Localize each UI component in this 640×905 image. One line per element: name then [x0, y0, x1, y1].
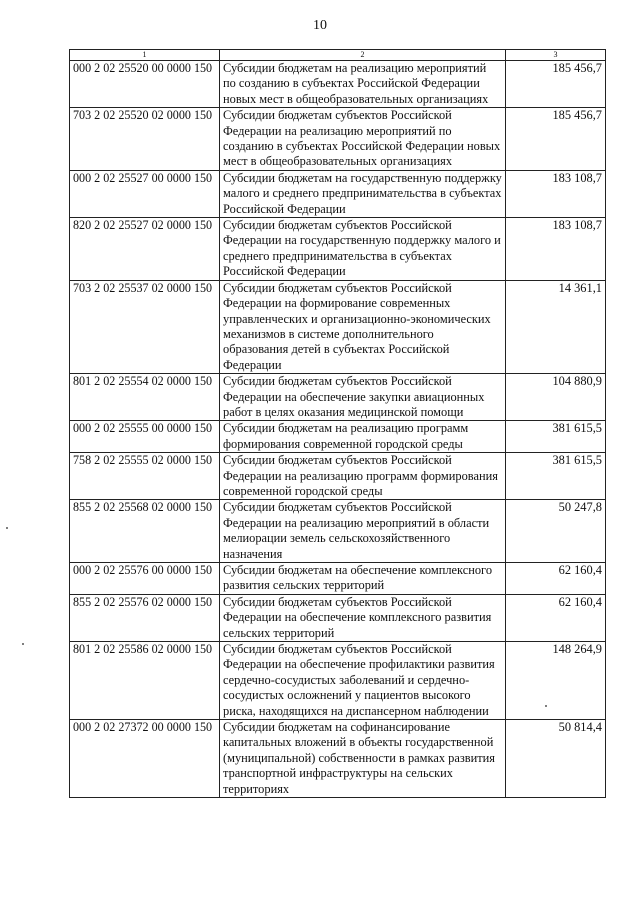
- description-cell: Субсидии бюджетам субъектов Российской Федерации на реализацию программ формирования современной городской среды: [220, 453, 506, 500]
- budget-code-cell: 855 2 02 25576 02 0000 150: [70, 594, 220, 641]
- table-row: [70, 170, 606, 217]
- table-row: [70, 280, 606, 373]
- amount-cell: 183 108,7: [506, 170, 606, 217]
- amount-cell: 185 456,7: [506, 61, 606, 108]
- budget-code-cell: 000 2 02 25520 00 0000 150: [70, 61, 220, 108]
- budget-code-cell: 801 2 02 25586 02 0000 150: [70, 642, 220, 720]
- column-header-amount: 3: [506, 50, 606, 61]
- column-header-name: 2: [220, 50, 506, 61]
- budget-code-cell: 000 2 02 25576 00 0000 150: [70, 563, 220, 595]
- table-row: [70, 218, 606, 281]
- amount-cell: 62 160,4: [506, 594, 606, 641]
- description-cell: Субсидии бюджетам субъектов Российской Федерации на реализацию мероприятий в области мелиорации земель сельскохозяйственного назначения: [220, 500, 506, 563]
- budget-code-cell: 758 2 02 25555 02 0000 150: [70, 453, 220, 500]
- budget-code-cell: 703 2 02 25537 02 0000 150: [70, 280, 220, 373]
- table-row: [70, 563, 606, 595]
- scan-speck: [22, 643, 24, 645]
- table-row: [70, 500, 606, 563]
- description-cell: Субсидии бюджетам субъектов Российской Федерации на обеспечение закупки авиационных работ в целях оказания медицинской помощи: [220, 374, 506, 421]
- description-cell: Субсидии бюджетам субъектов Российской Федерации на обеспечение комплексного развития сельских территорий: [220, 594, 506, 641]
- amount-cell: 50 247,8: [506, 500, 606, 563]
- scan-speck: [6, 527, 8, 529]
- table-row: [70, 108, 606, 171]
- budget-code-cell: 820 2 02 25527 02 0000 150: [70, 218, 220, 281]
- budget-code-cell: 000 2 02 25555 00 0000 150: [70, 421, 220, 453]
- amount-cell: 183 108,7: [506, 218, 606, 281]
- table-row: [70, 421, 606, 453]
- description-cell: Субсидии бюджетам на обеспечение комплексного развития сельских территорий: [220, 563, 506, 595]
- amount-cell: 381 615,5: [506, 421, 606, 453]
- description-cell: Субсидии бюджетам на реализацию программ формирования современной городской среды: [220, 421, 506, 453]
- amount-cell: 50 814,4: [506, 720, 606, 798]
- budget-code-cell: 703 2 02 25520 02 0000 150: [70, 108, 220, 171]
- scan-speck: [545, 705, 547, 707]
- amount-cell: 62 160,4: [506, 563, 606, 595]
- description-cell: Субсидии бюджетам на государственную поддержку малого и среднего предпринимательства в субъектах Российской Федерации: [220, 170, 506, 217]
- amount-cell: 104 880,9: [506, 374, 606, 421]
- amount-cell: 185 456,7: [506, 108, 606, 171]
- description-cell: Субсидии бюджетам на реализацию мероприятий по созданию в субъектах Российской Федерации новых мест в общеобразовательных организациях: [220, 61, 506, 108]
- amount-cell: 148 264,9: [506, 642, 606, 720]
- column-header-code: 1: [70, 50, 220, 61]
- table-row: [70, 61, 606, 108]
- page-number: 10: [313, 18, 327, 33]
- description-cell: Субсидии бюджетам субъектов Российской Федерации на реализацию мероприятий по созданию в субъектах Российской Федерации новых мест в общеобразовательных организациях: [220, 108, 506, 171]
- description-cell: Субсидии бюджетам субъектов Российской Федерации на формирование современных управленческих и организационно-экономических механизмов в системе дополнительного образования детей в субъектах Российской Федерации: [220, 280, 506, 373]
- description-cell: Субсидии бюджетам субъектов Российской Федерации на обеспечение профилактики развития сердечно-сосудистых заболеваний и сердечно-сосудистых осложнений у пациентов высокого риска, находящихся на диспансерном наблюдении: [220, 642, 506, 720]
- table-row: [70, 594, 606, 641]
- amount-cell: 381 615,5: [506, 453, 606, 500]
- table-row: [70, 642, 606, 720]
- budget-code-cell: 801 2 02 25554 02 0000 150: [70, 374, 220, 421]
- budget-code-cell: 000 2 02 27372 00 0000 150: [70, 720, 220, 798]
- description-cell: Субсидии бюджетам субъектов Российской Федерации на государственную поддержку малого и среднего предпринимательства в субъектах Российской Федерации: [220, 218, 506, 281]
- description-cell: Субсидии бюджетам на софинансирование капитальных вложений в объекты государственной (муниципальной) собственности в рамках развития транспортной инфраструктуры на сельских территориях: [220, 720, 506, 798]
- table-row: [70, 374, 606, 421]
- amount-cell: 14 361,1: [506, 280, 606, 373]
- budget-table: [69, 49, 606, 798]
- column-number-row: [70, 50, 606, 61]
- table-row: [70, 453, 606, 500]
- budget-code-cell: 855 2 02 25568 02 0000 150: [70, 500, 220, 563]
- table-row: [70, 720, 606, 798]
- budget-code-cell: 000 2 02 25527 00 0000 150: [70, 170, 220, 217]
